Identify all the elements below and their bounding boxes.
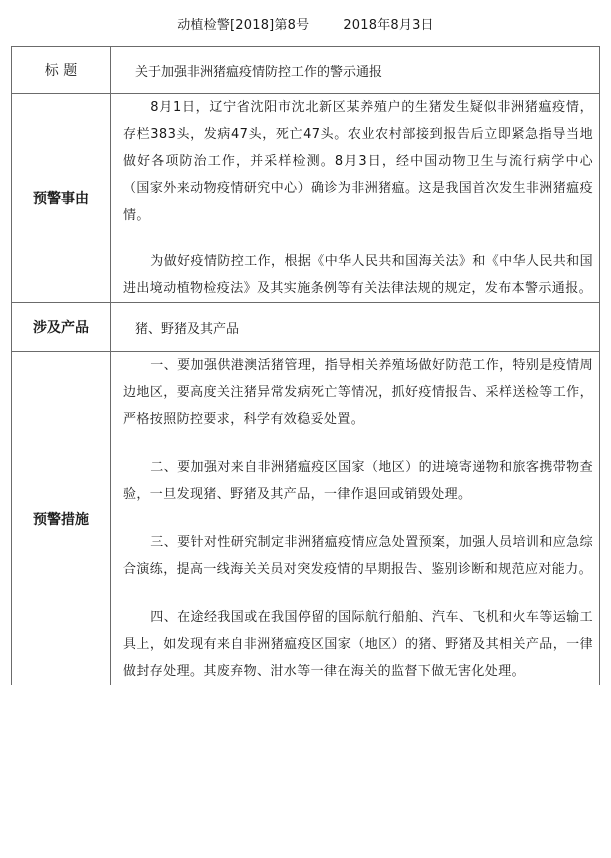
measures-paragraph: 四、在途经我国或在我国停留的国际航行船舶、汽车、飞机和火车等运输工具上，如发现有来自非洲猪瘟疫区国家（地区）的猪、野猪及其相关产品，一律做封存处理。其废弃物、泔水等一律在海关的监督下做无害化处理。: [123, 610, 593, 679]
notice-table: [11, 46, 600, 685]
title-label: 标 题: [12, 47, 111, 94]
products-row: [12, 303, 600, 352]
document-header: [0, 14, 611, 33]
events-content: [111, 94, 600, 303]
products-value: 猪、野猪及其产品: [111, 303, 600, 352]
title-value: 关于加强非洲猪瘟疫情防控工作的警示通报: [111, 47, 600, 94]
measures-paragraph: 二、要加强对来自非洲猪瘟疫区国家（地区）的进境寄递物和旅客携带物查验，一旦发现猪、野猪及其产品，一律作退回或销毁处理。: [123, 460, 593, 502]
measures-paragraph: 一、要加强供港澳活猪管理，指导相关养殖场做好防范工作，特别是疫情周边地区，要高度关注猪异常发病死亡等情况，抓好疫情报告、采样送检等工作，严格按照防控要求，科学有效稳妥处置。: [123, 358, 593, 427]
events-paragraph: 8月1日，辽宁省沈阳市沈北新区某养殖户的生猪发生疑似非洲猪瘟疫情，存栏383头，发病47头，死亡47头。农业农村部接到报告后立即紧急指导当地做好各项防治工作，并采样检测。8月3日，经中国动物卫生与流行病学中心（国家外来动物疫情研究中心）确诊为非洲猪瘟。这是我国首次发生非洲猪瘟疫情。: [123, 100, 593, 223]
document-date: 2018年8月3日: [343, 18, 434, 33]
document-number: 动植检警[2018]第8号: [177, 18, 310, 33]
measures-label: 预警措施: [12, 352, 111, 686]
events-paragraph: 为做好疫情防控工作，根据《中华人民共和国海关法》和《中华人民共和国进出境动植物检疫法》及其实施条例等有关法律法规的规定，发布本警示通报。: [123, 254, 593, 296]
measures-row: [12, 352, 600, 686]
measures-content: [111, 352, 600, 686]
title-row: [12, 47, 600, 94]
events-label: 预警事由: [12, 94, 111, 303]
events-row: [12, 94, 600, 303]
products-label: 涉及产品: [12, 303, 111, 352]
measures-paragraph: 三、要针对性研究制定非洲猪瘟疫情应急处置预案，加强人员培训和应急综合演练，提高一线海关关员对突发疫情的早期报告、鉴别诊断和规范应对能力。: [123, 535, 593, 577]
